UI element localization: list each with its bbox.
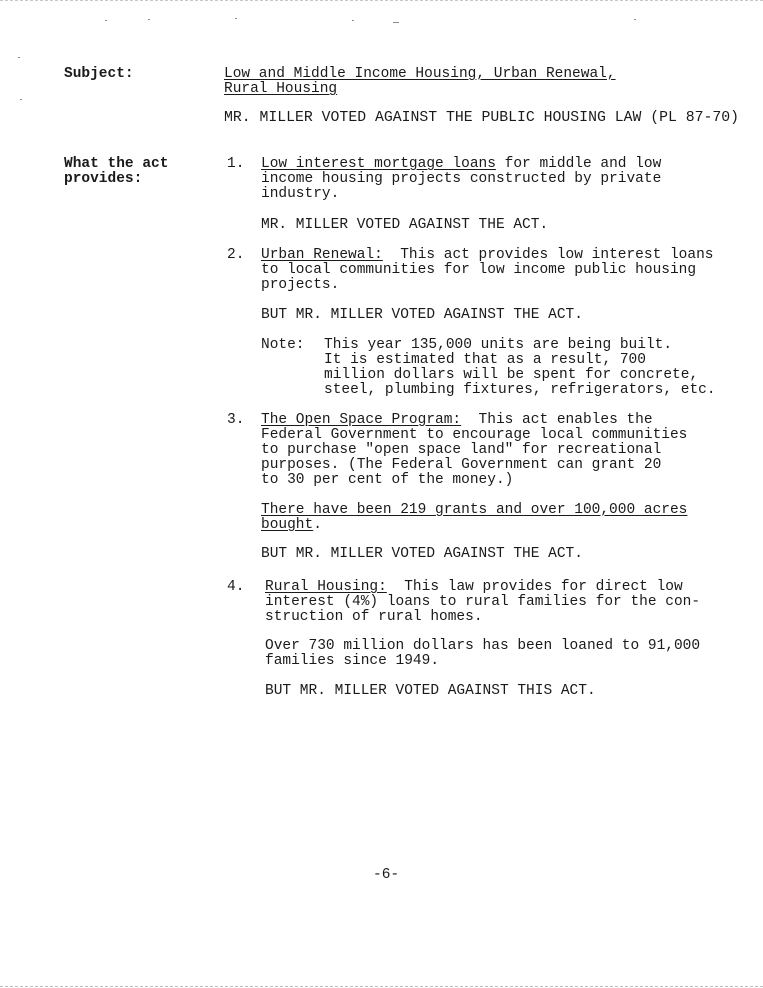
scan-speck bbox=[235, 18, 237, 19]
item-2-vote: BUT MR. MILLER VOTED AGAINST THE ACT. bbox=[261, 307, 583, 323]
provides-label-line-2: provides: bbox=[64, 171, 143, 187]
item-3-title: The Open Space Program: bbox=[261, 412, 462, 428]
item-4-line-2: interest (4%) loans to rural families for the con- bbox=[265, 594, 701, 610]
item-2-line-2: to local communities for low income public housing bbox=[261, 262, 697, 278]
item-2-line-3: projects. bbox=[261, 277, 340, 293]
note-line: steel, plumbing fixtures, refrigerators, etc. bbox=[324, 382, 716, 398]
item-2-number: 2. bbox=[227, 247, 245, 263]
subject-line-1: Low and Middle Income Housing, Urban Renewal, bbox=[224, 66, 616, 82]
item-3-line: to 30 per cent of the money.) bbox=[261, 472, 514, 488]
item-4-line-1-rest: This law provides for direct low bbox=[386, 579, 683, 595]
note-line: This year 135,000 units are being built. bbox=[324, 337, 673, 353]
item-3-line: Federal Government to encourage local communities bbox=[261, 427, 688, 443]
item-1-line-3: industry. bbox=[261, 186, 340, 202]
scan-speck bbox=[634, 19, 636, 20]
public-housing-vote: MR. MILLER VOTED AGAINST THE PUBLIC HOUSING LAW (PL 87-70) bbox=[224, 110, 740, 126]
loan-line-1: Over 730 million dollars has been loaned to 91,000 bbox=[265, 638, 701, 654]
item-2-line-1 bbox=[261, 248, 741, 263]
subject-label: Subject: bbox=[64, 66, 134, 82]
grants-line-1: There have been 219 grants and over 100,000 acres bbox=[261, 502, 688, 518]
item-4-vote: BUT MR. MILLER VOTED AGAINST THIS ACT. bbox=[265, 683, 596, 699]
item-1-line-1 bbox=[261, 157, 741, 172]
scan-speck bbox=[393, 22, 399, 23]
note-line: million dollars will be spent for concrete, bbox=[324, 367, 699, 383]
subject-line-2: Rural Housing bbox=[224, 81, 338, 97]
grants-bought: bought bbox=[261, 517, 314, 533]
item-4-number: 4. bbox=[227, 579, 245, 595]
item-3-line-1 bbox=[261, 413, 741, 428]
item-3-line: purposes. (The Federal Government can grant 20 bbox=[261, 457, 662, 473]
item-3-number: 3. bbox=[227, 412, 245, 428]
item-1-line-2: income housing projects constructed by private bbox=[261, 171, 662, 187]
grants-line-2 bbox=[261, 518, 741, 533]
item-1-line-1-rest: for middle and low bbox=[495, 156, 662, 172]
item-1-title: Low interest mortgage loans bbox=[261, 156, 496, 172]
item-2-title: Urban Renewal: bbox=[261, 247, 383, 263]
item-2-line-1-rest: This act provides low interest loans bbox=[382, 247, 714, 263]
provides-label-line-1: What the act bbox=[64, 156, 169, 172]
page-number: -6- bbox=[373, 867, 400, 883]
scan-speck bbox=[20, 99, 22, 100]
bottom-edge-border bbox=[0, 986, 763, 987]
top-edge-border bbox=[0, 0, 763, 1]
item-4-line-3: struction of rural homes. bbox=[265, 609, 483, 625]
scan-speck bbox=[18, 57, 20, 58]
note-label: Note: bbox=[261, 337, 305, 353]
item-4-title: Rural Housing: bbox=[265, 579, 387, 595]
grants-period: . bbox=[313, 517, 322, 533]
item-3-line-1-rest: This act enables the bbox=[461, 412, 653, 428]
note-line: It is estimated that as a result, 700 bbox=[324, 352, 646, 368]
scan-speck bbox=[352, 20, 354, 21]
loan-line-2: families since 1949. bbox=[265, 653, 440, 669]
scan-speck bbox=[105, 20, 107, 21]
item-4-line-1 bbox=[265, 580, 745, 595]
item-1-number: 1. bbox=[227, 156, 245, 172]
scan-speck bbox=[148, 19, 150, 20]
item-3-line: to purchase "open space land" for recreational bbox=[261, 442, 662, 458]
item-3-vote: BUT MR. MILLER VOTED AGAINST THE ACT. bbox=[261, 546, 583, 562]
item-1-vote: MR. MILLER VOTED AGAINST THE ACT. bbox=[261, 217, 549, 233]
